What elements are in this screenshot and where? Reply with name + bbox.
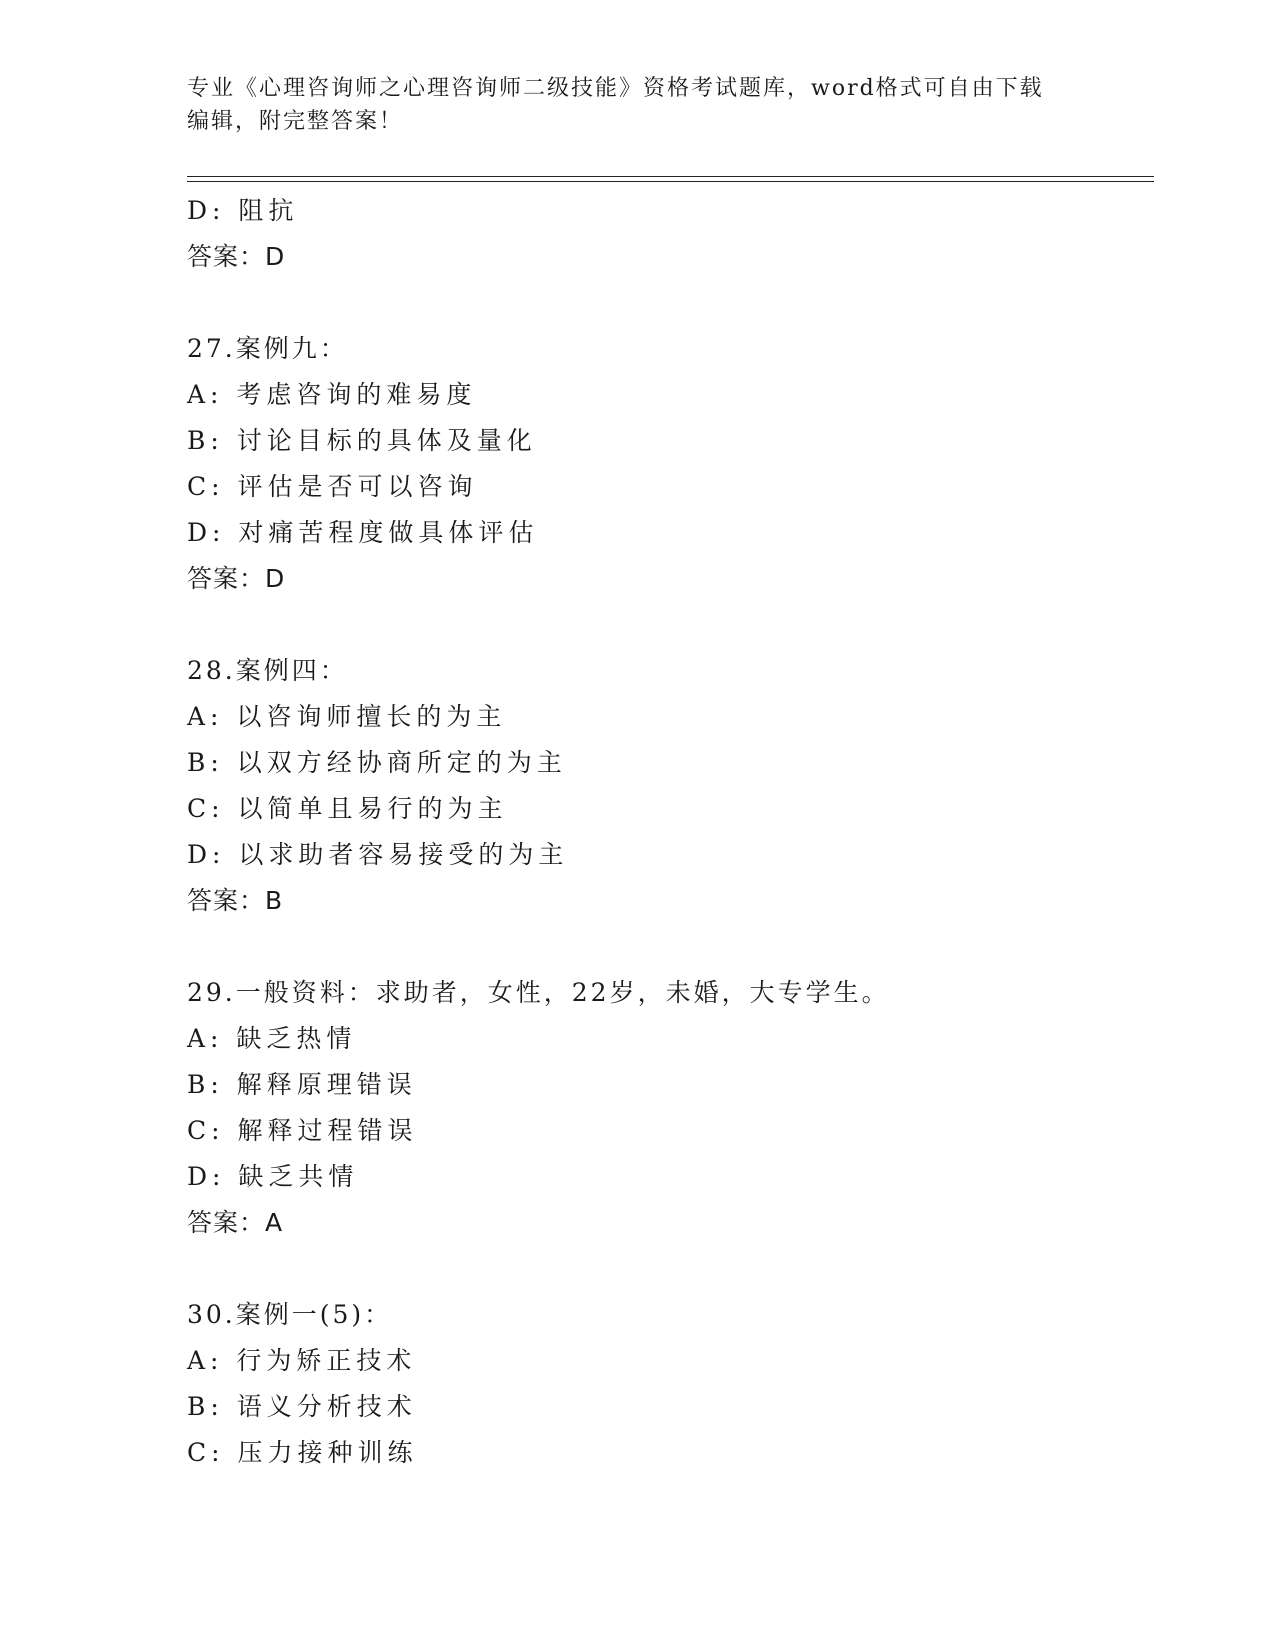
option-a: A: 行为矫正技术 xyxy=(187,1346,417,1375)
option-d: D: 以求助者容易接受的为主 xyxy=(187,840,569,869)
option-b: B: 语义分析技术 xyxy=(187,1392,417,1421)
answer-line: 答案：B xyxy=(187,886,284,915)
question-list xyxy=(187,188,1147,1476)
previous-question-fragment xyxy=(187,188,1147,280)
spacer xyxy=(187,280,1147,326)
spacer xyxy=(187,602,1147,648)
question-title: 30.案例一(5)： xyxy=(187,1300,393,1329)
option-c: C: 评估是否可以咨询 xyxy=(187,472,478,501)
question-27 xyxy=(187,326,1147,602)
option-a: A: 以咨询师擅长的为主 xyxy=(187,702,507,731)
option-c: C: 解释过程错误 xyxy=(187,1116,418,1145)
question-title: 27.案例九： xyxy=(187,334,348,363)
option-c: C: 压力接种训练 xyxy=(187,1438,418,1467)
spacer xyxy=(187,1246,1147,1292)
question-title: 28.案例四： xyxy=(187,656,348,685)
question-30 xyxy=(187,1292,1147,1476)
option-b: B: 解释原理错误 xyxy=(187,1070,417,1099)
option-d: D: 缺乏共情 xyxy=(187,1162,359,1191)
document-header xyxy=(187,72,1087,138)
answer-line: 答案：D xyxy=(187,242,286,271)
header-rule-bottom xyxy=(187,181,1154,182)
option-b: B: 讨论目标的具体及量化 xyxy=(187,426,537,455)
answer-line: 答案：A xyxy=(187,1208,284,1237)
header-rule-top xyxy=(187,176,1154,177)
option-b: B: 以双方经协商所定的为主 xyxy=(187,748,567,777)
question-28 xyxy=(187,648,1147,924)
question-29 xyxy=(187,970,1147,1246)
option-a: A: 缺乏热情 xyxy=(187,1024,357,1053)
question-title: 29.一般资料：求助者，女性，22岁，未婚，大专学生。 xyxy=(187,978,890,1007)
option-d: D: 阻抗 xyxy=(187,196,299,225)
option-c: C: 以简单且易行的为主 xyxy=(187,794,508,823)
spacer xyxy=(187,924,1147,970)
option-d: D: 对痛苦程度做具体评估 xyxy=(187,518,539,547)
option-a: A: 考虑咨询的难易度 xyxy=(187,380,477,409)
header-line-2: 编辑，附完整答案！ xyxy=(187,109,404,134)
header-line-1: 专业《心理咨询师之心理咨询师二级技能》资格考试题库，word格式可自由下载 xyxy=(187,76,1044,101)
answer-line: 答案：D xyxy=(187,564,286,593)
